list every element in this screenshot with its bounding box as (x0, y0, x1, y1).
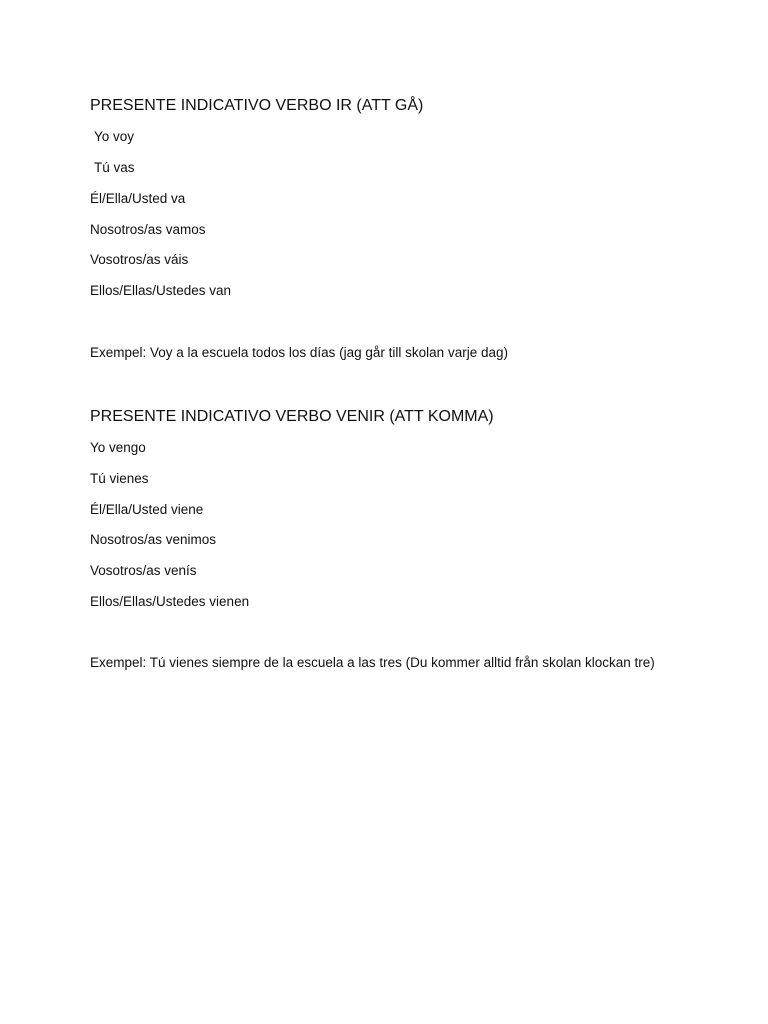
conjugation-venir-yo: Yo vengo (90, 440, 146, 455)
section-heading-ir: PRESENTE INDICATIVO VERBO IR (ATT GÅ) (90, 97, 424, 114)
example-venir: Exempel: Tú vienes siempre de la escuela a las tres (Du kommer alltid från skolan klockan tre) (90, 655, 655, 670)
conjugation-ir-ellos: Ellos/Ellas/Ustedes van (90, 283, 232, 298)
section-heading-venir: PRESENTE INDICATIVO VERBO VENIR (ATT KOMMA) (90, 408, 494, 425)
conjugation-venir-ellos: Ellos/Ellas/Ustedes vienen (90, 594, 250, 609)
conjugation-ir-vosotros: Vosotros/as váis (90, 252, 189, 267)
conjugation-ir-yo: Yo voy (94, 129, 135, 144)
conjugation-venir-tu: Tú vienes (90, 471, 149, 486)
conjugation-ir-el: Él/Ella/Usted va (90, 191, 186, 206)
conjugation-ir-tu: Tú vas (94, 160, 135, 175)
conjugation-venir-vosotros: Vosotros/as venís (90, 563, 197, 578)
example-ir: Exempel: Voy a la escuela todos los días (jag går till skolan varje dag) (90, 345, 508, 360)
conjugation-ir-nosotros: Nosotros/as vamos (90, 222, 206, 237)
conjugation-venir-nosotros: Nosotros/as venimos (90, 532, 217, 547)
conjugation-venir-el: Él/Ella/Usted viene (90, 502, 204, 517)
